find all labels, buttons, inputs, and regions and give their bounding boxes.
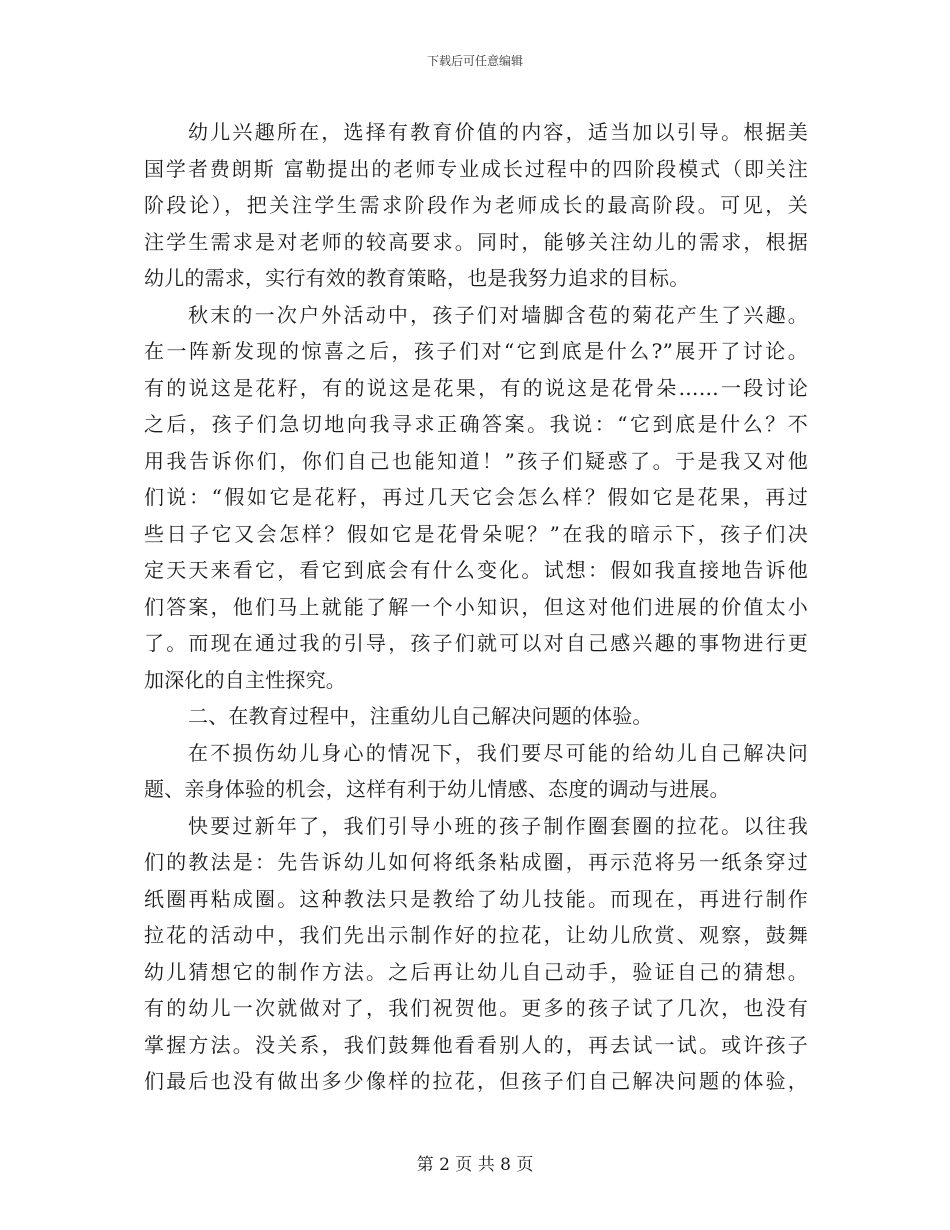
text-line: 们最后也没有做出多少像样的拉花，但孩子们自己解决问题的体验， [144, 1069, 808, 1093]
paragraph [144, 114, 808, 297]
page-number-footer: 第 2 页 共 8 页 [416, 1155, 534, 1175]
text-line: 阶段论），把关注学生需求阶段作为老师成长的最高阶段。可见，关 [144, 193, 808, 217]
text-line: 幼儿的需求，实行有效的教育策略，也是我努力追求的目标。 [144, 266, 690, 290]
text-line: 拉花的活动中，我们先出示制作好的拉花，让幼儿欣赏、观察，鼓舞 [144, 923, 808, 947]
text-line: 幼儿兴趣所在，选择有教育价值的内容，适当加以引导。根据美 [188, 120, 808, 144]
text-line: 快要过新年了，我们引导小班的孩子制作圈套圈的拉花。以往我 [188, 813, 808, 838]
paragraph [144, 735, 808, 808]
text-line: 题、亲身体验的机会，这样有利于幼儿情感、态度的调动与进展。 [144, 777, 730, 801]
text-line: 掌握方法。没关系，我们鼓舞他看看别人的，再去试一试。或许孩子 [144, 1032, 808, 1057]
text-line: 用我告诉你们，你们自己也能知道！”孩子们疑惑了。于是我又对他 [144, 448, 808, 473]
text-line: 定天天来看它，看它到底会有什么变化。试想：假如我直接地告诉他 [144, 558, 808, 582]
text-line: 在不损伤幼儿身心的情况下，我们要尽可能的给幼儿自己解决问 [188, 740, 808, 765]
text-line: 纸圈再粘成圈。这种教法只是教给了幼儿技能。而现在，再进行制作 [144, 886, 808, 911]
section-heading [144, 698, 808, 735]
paragraph [144, 297, 808, 699]
text-line: 们说：“假如它是花籽，再过几天它会怎么样？假如它是花果，再过 [144, 485, 808, 509]
text-line: 些日子它又会怎样？假如它是花骨朵呢？”在我的暗示下，孩子们决 [144, 521, 808, 546]
text-line: 了。而现在通过我的引导，孩子们就可以对自己感兴趣的事物进行更 [144, 631, 808, 655]
text-line: 注学生需求是对老师的较高要求。同时，能够关注幼儿的需求，根据 [144, 229, 808, 254]
text-line: 有的幼儿一次就做对了，我们祝贺他。更多的孩子试了几次，也没有 [144, 996, 808, 1020]
text-line: 之后，孩子们急切地向我寻求正确答案。我说：“它到底是什么？不 [144, 412, 808, 436]
text-line: 在一阵新发现的惊喜之后，孩子们对“它到底是什么?”展开了讨论。 [144, 339, 808, 363]
text-line: 幼儿猜想它的制作方法。之后再让幼儿自己动手，验证自己的猜想。 [144, 959, 808, 984]
text-line: 们的教法是：先告诉幼儿如何将纸条粘成圈，再示范将另一纸条穿过 [144, 850, 808, 874]
text-line: 加深化的自主性探究。 [144, 667, 346, 692]
paragraph [144, 808, 808, 1100]
text-line: 秋末的一次户外活动中，孩子们对墙脚含苞的菊花产生了兴趣。 [188, 302, 808, 327]
text-line: 国学者费朗斯 富勒提出的老师专业成长过程中的四阶段模式（即关注 [144, 156, 808, 181]
page-header: 下载后可任意编辑 [426, 54, 523, 68]
text-line: 们答案，他们马上就能了解一个小知识，但这对他们进展的价值太小 [144, 594, 808, 619]
document-body [144, 114, 808, 1100]
text-line: 二、在教育过程中，注重幼儿自己解决问题的体验。 [188, 704, 653, 728]
text-line: 有的说这是花籽，有的说这是花果，有的说这是花骨朵……一段讨论 [144, 375, 808, 400]
